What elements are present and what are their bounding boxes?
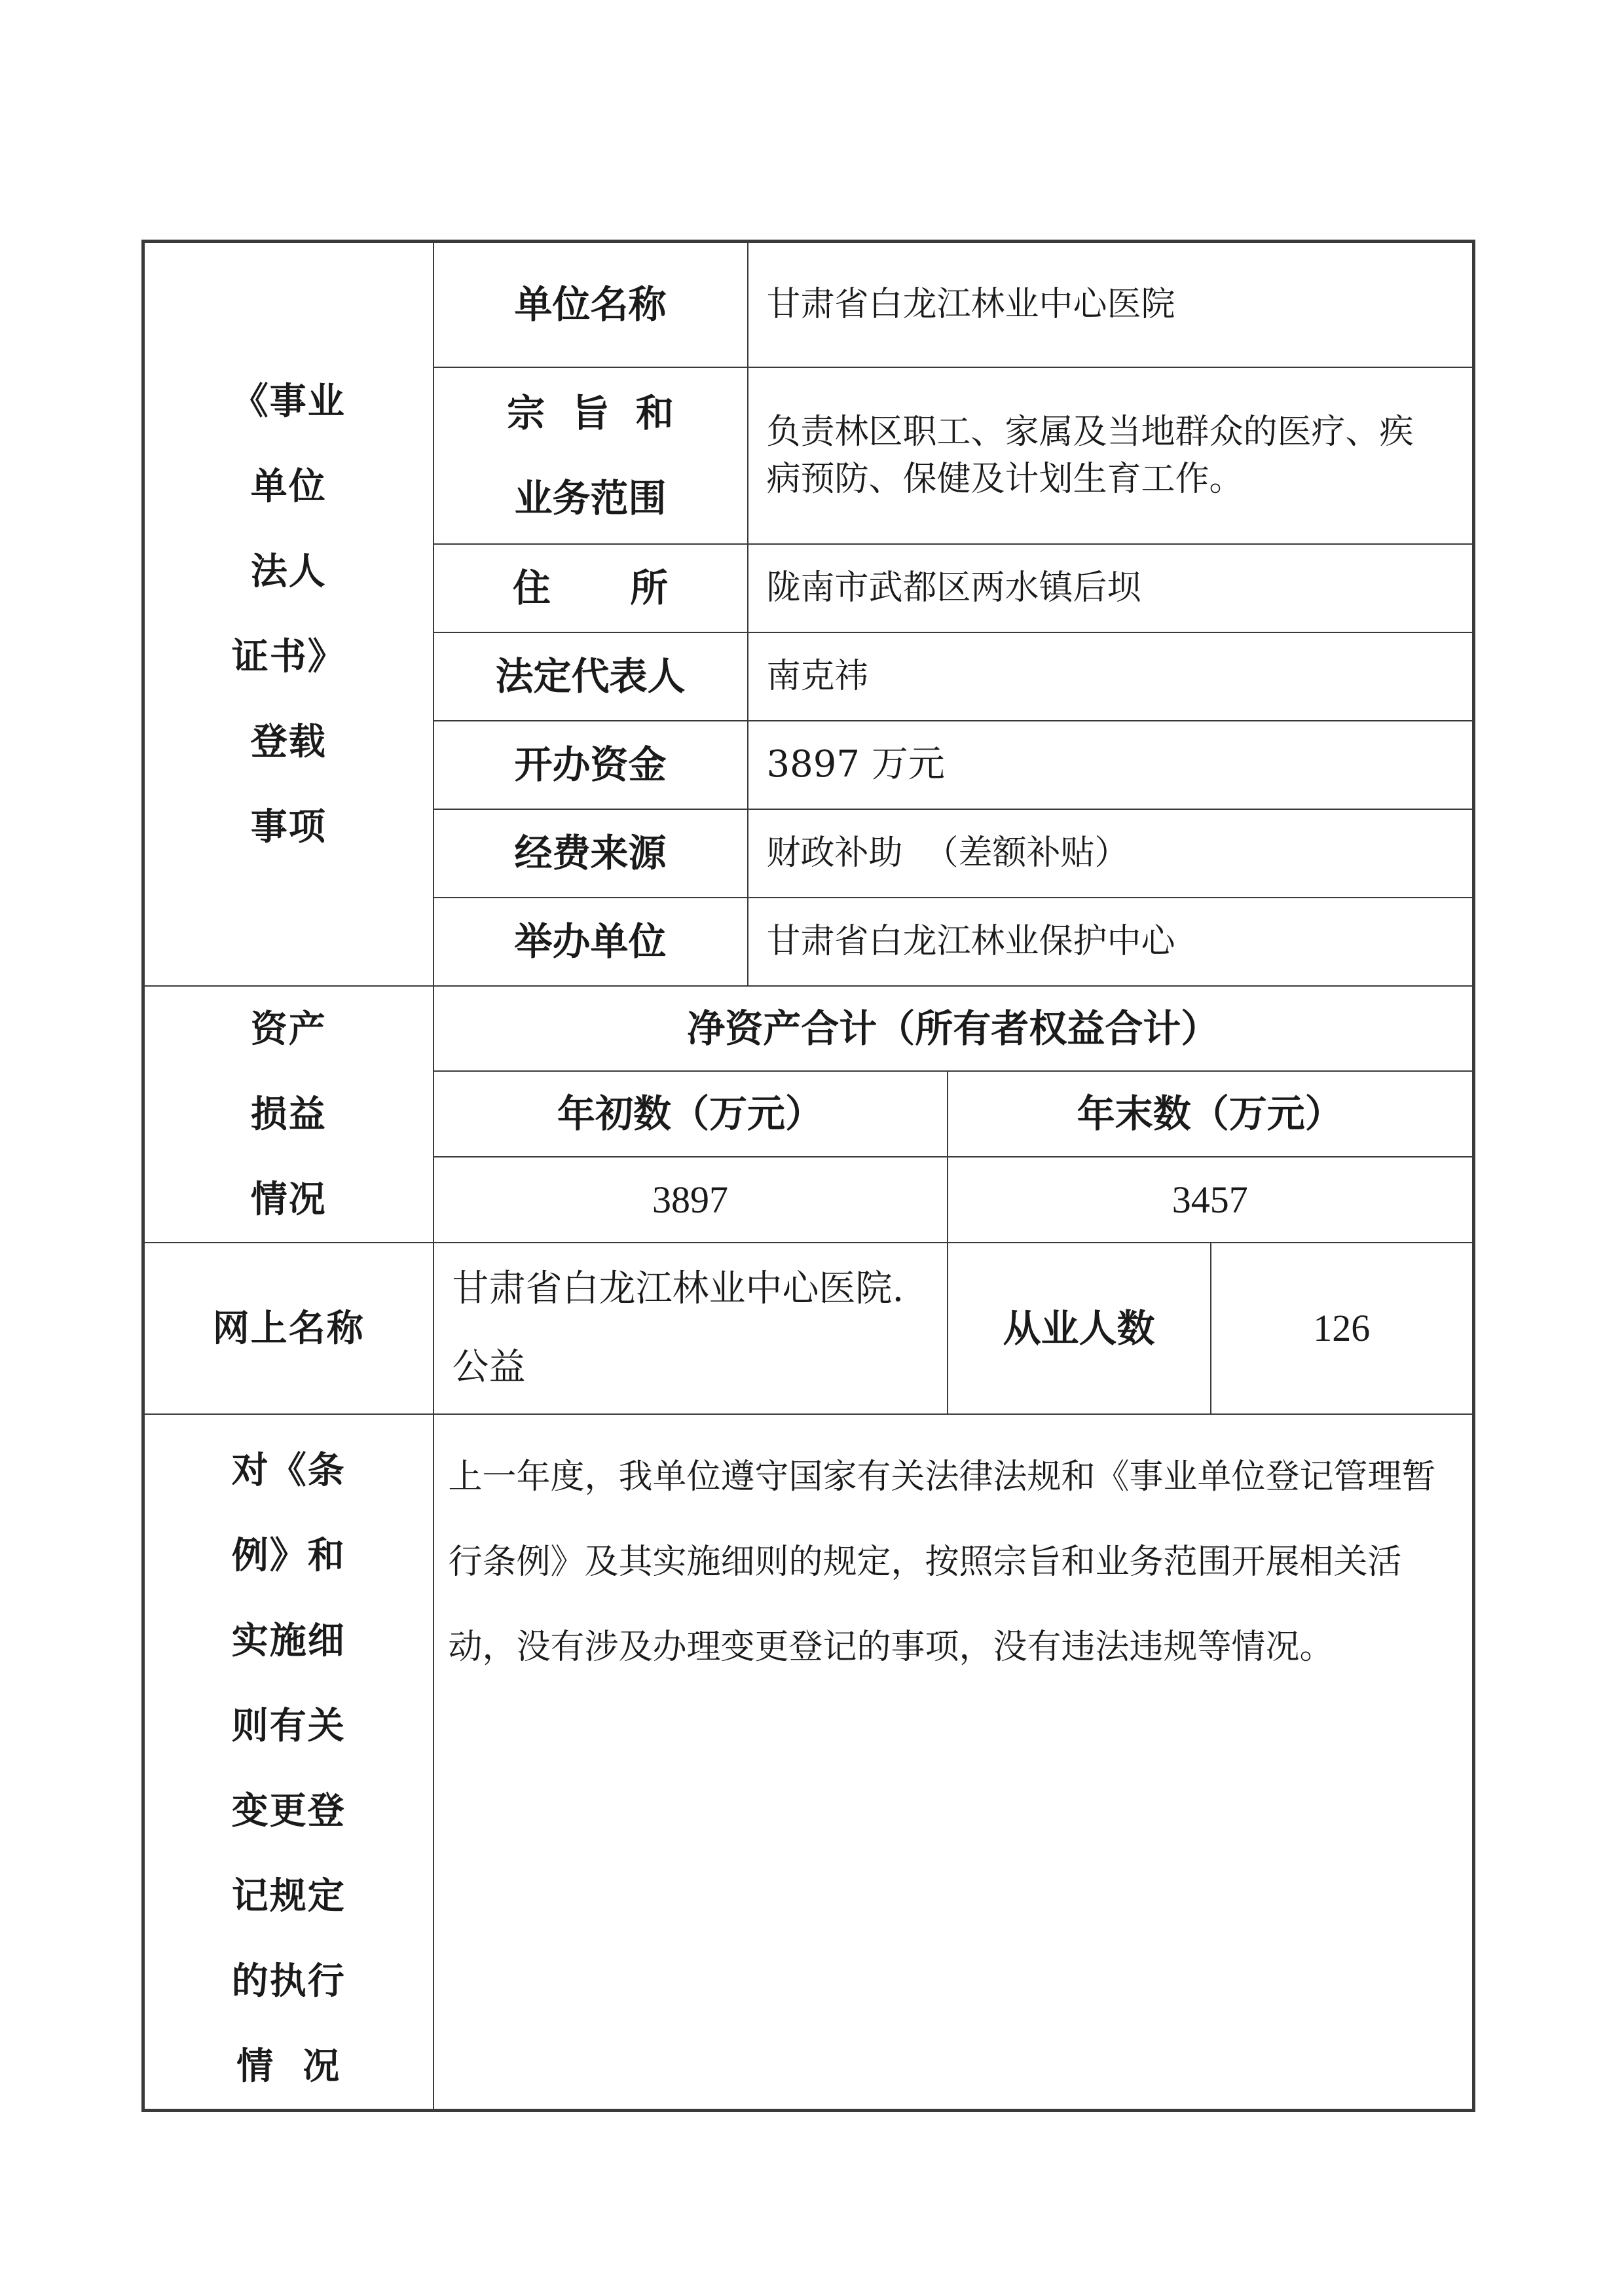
staff-count-label: 从业人数 bbox=[948, 1243, 1211, 1414]
online-name-section-label: 网上名称 bbox=[143, 1243, 434, 1414]
purpose-scope-value: 负责林区职工、家属及当地群众的医疗、疾病预防、保健及计划生育工作。 bbox=[748, 367, 1474, 544]
legal-representative-label: 法定代表人 bbox=[434, 632, 748, 721]
compliance-section-label: 对《条 例》和 实施细 则有关 变更登 记规定 的执行 情 况 bbox=[143, 1414, 434, 2111]
year-begin-label: 年初数（万元） bbox=[434, 1071, 948, 1157]
assets-section-label: 资产 损益 情况 bbox=[143, 986, 434, 1243]
address-label: 住 所 bbox=[434, 544, 748, 632]
year-end-value: 3457 bbox=[948, 1157, 1474, 1243]
year-end-label: 年末数（万元） bbox=[948, 1071, 1474, 1157]
sponsor-unit-value: 甘肃省白龙江林业保护中心 bbox=[748, 898, 1474, 986]
compliance-statement: 上一年度，我单位遵守国家有关法律法规和《事业单位登记管理暂行条例》及其实施细则的规定，按照宗旨和业务范围开展相关活动，没有涉及办理变更登记的事项，没有违法违规等情况。 bbox=[434, 1414, 1474, 2111]
start-capital-value: 3897 万元 bbox=[748, 721, 1474, 809]
unit-name-value: 甘肃省白龙江林业中心医院 bbox=[748, 242, 1474, 367]
funding-source-value: 财政补助 （差额补贴） bbox=[748, 809, 1474, 898]
year-begin-value: 3897 bbox=[434, 1157, 948, 1243]
legal-representative-value: 南克祎 bbox=[748, 632, 1474, 721]
purpose-scope-label: 宗 旨 和 业务范围 bbox=[434, 367, 748, 544]
annual-report-table bbox=[141, 240, 1475, 2112]
online-name-value: 甘肃省白龙江林业中心医院.公益 bbox=[434, 1243, 948, 1414]
sponsor-unit-label: 举办单位 bbox=[434, 898, 748, 986]
staff-count-value: 126 bbox=[1211, 1243, 1474, 1414]
address-value: 陇南市武都区两水镇后坝 bbox=[748, 544, 1474, 632]
net-assets-header: 净资产合计（所有者权益合计） bbox=[434, 986, 1474, 1072]
start-capital-label: 开办资金 bbox=[434, 721, 748, 809]
registration-section-label: 《事业 单位 法人 证书》 登载 事项 bbox=[143, 242, 434, 986]
unit-name-label: 单位名称 bbox=[434, 242, 748, 367]
funding-source-label: 经费来源 bbox=[434, 809, 748, 898]
